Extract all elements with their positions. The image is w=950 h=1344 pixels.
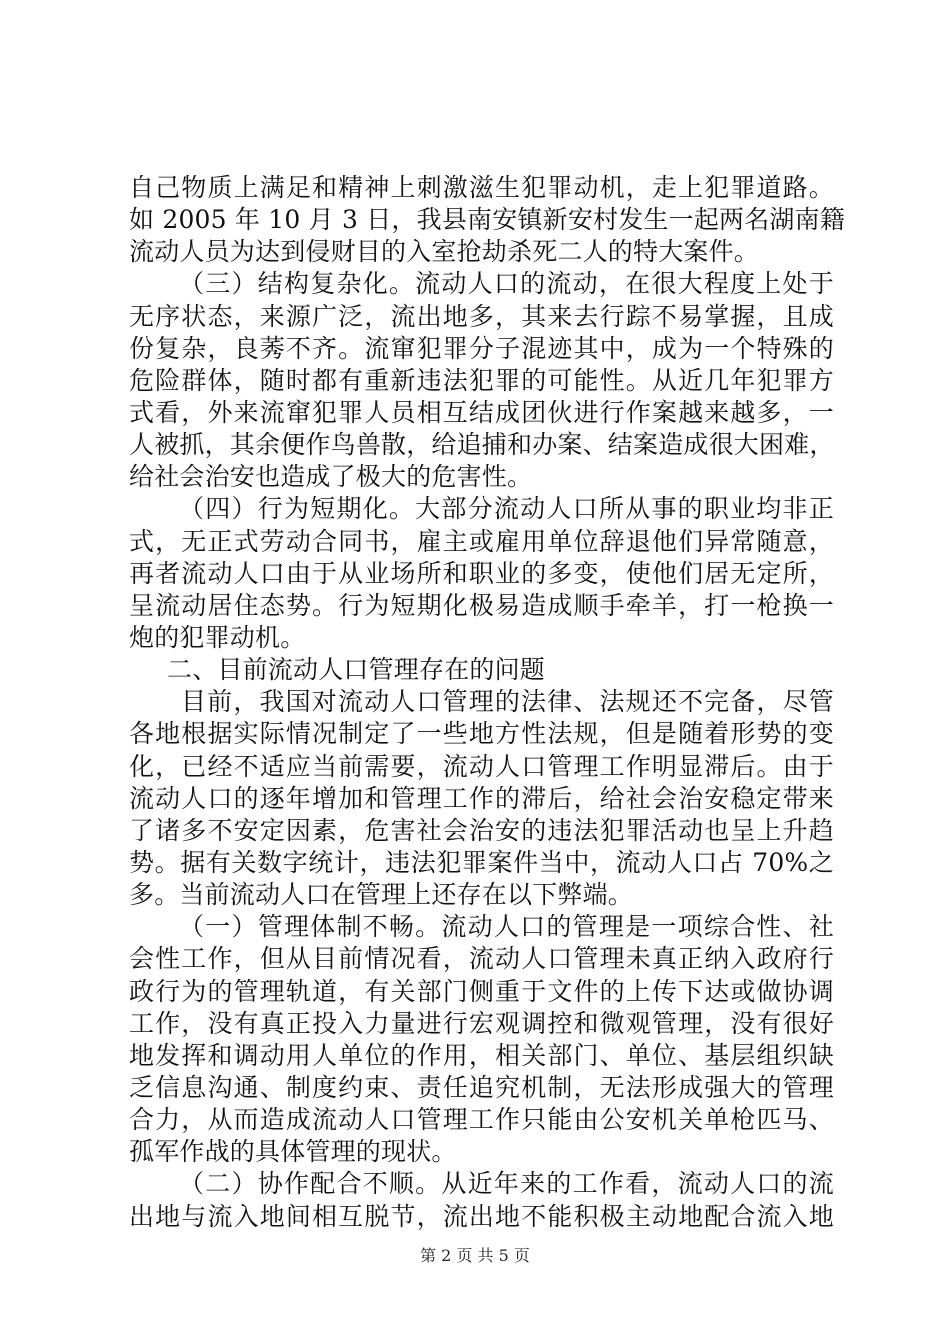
section-heading: 二、目前流动人口管理存在的问题 [167,655,546,685]
text-line: 自己物质上满足和精神上刺激滋生犯罪动机，走上犯罪道路。 [129,173,834,202]
text-line: 化，已经不适应当前需要，流动人口管理工作明显滞后。由于 [129,751,834,781]
text-line: 地发挥和调动用人单位的作用，相关部门、单位、基层组织缺 [129,1040,834,1070]
text-line: 了诸多不安定因素，危害社会治安的违法犯罪活动也呈上升趋 [129,815,834,845]
text-line: （四）行为短期化。大部分流动人口所从事的职业均非正 [179,494,834,524]
text-line: 乏信息沟通、制度约束、责任追究机制，无法形成强大的管理 [129,1072,834,1102]
text-line: 政行为的管理轨道，有关部门侧重于文件的上传下达或做协调 [129,976,834,1006]
text-line: 炮的犯罪动机。 [129,622,306,652]
text-line: 目前，我国对流动人口管理的法律、法规还不完备，尽管 [181,687,834,717]
text-line: 出地与流入地间相互脱节，流出地不能积极主动地配合流入地 [129,1201,834,1231]
text-line: 呈流动居住态势。行为短期化极易造成顺手牵羊，打一枪换一 [129,590,834,620]
page-number-footer: 第 2 页 共 5 页 [420,1246,530,1265]
text-line: （二）协作配合不顺。从近年来的工作看，流动人口的流 [179,1169,834,1199]
text-line: 如 2005 年 10 月 3 日，我县南安镇新安村发生一起两名湖南籍 [129,205,846,235]
text-line: 式，无正式劳动合同书，雇主或雇用单位辞退他们异常随意， [129,526,834,556]
text-line: 流动人口的逐年增加和管理工作的滞后，给社会治安稳定带来 [129,783,834,813]
text-line: 流动人员为达到侵财目的入室抢劫杀死二人的特大案件。 [129,237,760,267]
text-line: （一）管理体制不畅。流动人口的管理是一项综合性、社 [179,912,834,942]
text-line: 合力，从而造成流动人口管理工作只能由公安机关单枪匹马、 [129,1105,834,1135]
body-text [129,172,846,1233]
text-line: 给社会治安也造成了极大的危害性。 [129,462,533,492]
text-line: 多。当前流动人口在管理上还存在以下弊端。 [129,880,634,910]
text-line: 危险群体，随时都有重新违法犯罪的可能性。从近几年犯罪方 [129,365,834,395]
text-line: 孤军作战的具体管理的现状。 [129,1137,457,1167]
text-line: 会性工作，但从目前情况看，流动人口管理未真正纳入政府行 [129,944,834,974]
text-line: 人被抓，其余便作鸟兽散，给追捕和办案、结案造成很大困难， [129,430,835,460]
text-line: 再者流动人口由于从业场所和职业的多变，使他们居无定所， [129,558,834,588]
text-line: 势。据有关数字统计，违法犯罪案件当中，流动人口占 70%之 [129,847,834,877]
text-line: 式看，外来流窜犯罪人员相互结成团伙进行作案越来越多，一 [129,397,834,427]
text-line: （三）结构复杂化。流动人口的流动，在很大程度上处于 [179,269,834,299]
text-line: 工作，没有真正投入力量进行宏观调控和微观管理，没有很好 [129,1008,834,1038]
text-line: 份复杂，良莠不齐。流窜犯罪分子混迹其中，成为一个特殊的 [129,333,834,363]
text-line: 无序状态，来源广泛，流出地多，其来去行踪不易掌握，且成 [129,301,834,331]
text-line: 各地根据实际情况制定了一些地方性法规，但是随着形势的变 [129,719,834,749]
